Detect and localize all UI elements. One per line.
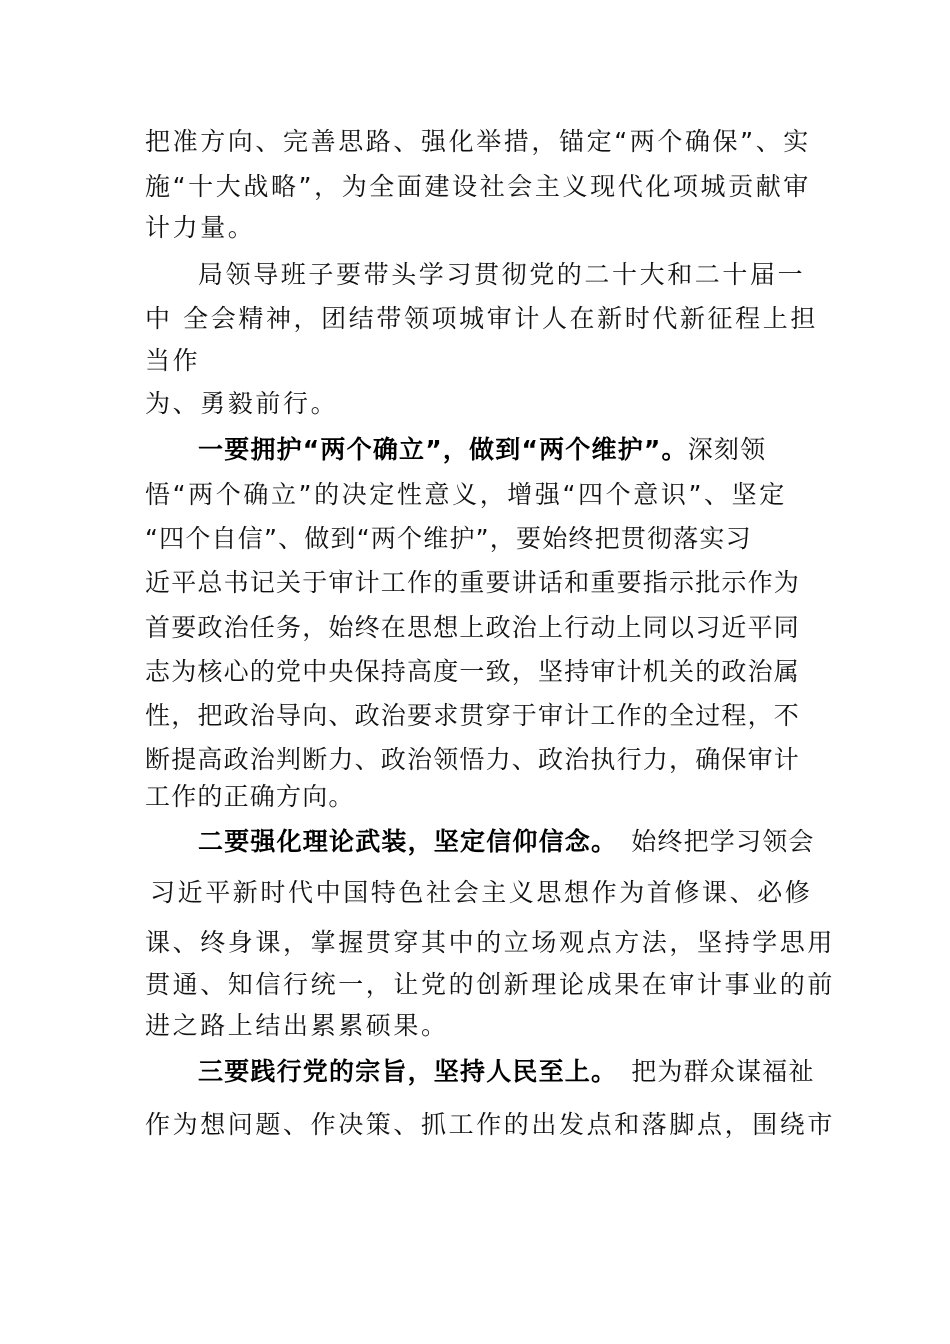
text-line: 悟“两个确立”的决定性意义，增强“四个意识”、坚定 xyxy=(145,480,787,509)
heading-three: 三要践行党的宗旨，坚持人民至上。 xyxy=(198,1057,618,1086)
text-line: 性，把政治导向、政治要求贯穿于审计工作的全过程，不 xyxy=(145,701,801,730)
text-line: 课、终身课，掌握贯穿其中的立场观点方法，坚持学思用 xyxy=(145,928,836,957)
text-line: 习近平新时代中国特色社会主义思想作为首修课、必修 xyxy=(150,878,813,907)
text-run: 把为群众谋福祉 xyxy=(631,1057,815,1086)
text-line: “四个自信”、做到“两个维护”，要始终把贯彻落实习 xyxy=(145,524,752,553)
heading-two: 二要强化理论武装，坚定信仰信念。 xyxy=(198,827,618,856)
text-line: 作为想问题、作决策、抓工作的出发点和落脚点，围绕市 xyxy=(145,1110,836,1139)
text-line: 计力量。 xyxy=(145,213,256,242)
text-line: 为、勇毅前行。 xyxy=(145,389,339,418)
text-line: 进之路上结出累累硕果。 xyxy=(145,1011,449,1040)
text-line: 志为核心的党中央保持高度一致，坚持审计机关的政治属 xyxy=(145,657,801,686)
text-line: 中 全会精神，团结带领项城审计人在新时代新征程上担 xyxy=(145,304,818,333)
paragraph-line xyxy=(198,432,838,468)
text-line: 局领导班子要带头学习贯彻党的二十大和二十届一 xyxy=(198,260,806,289)
text-run: 深刻领 xyxy=(687,435,767,464)
text-line: 近平总书记关于审计工作的重要讲话和重要指示批示作为 xyxy=(145,568,801,597)
paragraph-line xyxy=(198,824,838,860)
text-line: 当作 xyxy=(145,346,201,375)
text-line: 把准方向、完善思路、强化举措，锚定“两个确保”、实 xyxy=(145,127,811,156)
paragraph-line xyxy=(198,1054,838,1090)
text-run: 始终把学习领会 xyxy=(631,827,815,856)
text-line: 施“十大战略”，为全面建设社会主义现代化项城贡献审 xyxy=(145,172,811,201)
text-line: 首要政治任务，始终在思想上政治上行动上同以习近平同 xyxy=(145,613,801,642)
heading-one: 一要拥护“两个确立”，做到“两个维护”。 xyxy=(198,435,688,464)
text-line: 贯通、知信行统一，让党的创新理论成果在审计事业的前 xyxy=(145,970,836,999)
text-line: 工作的正确方向。 xyxy=(145,782,355,811)
text-line: 断提高政治判断力、政治领悟力、政治执行力，确保审计 xyxy=(145,745,801,774)
